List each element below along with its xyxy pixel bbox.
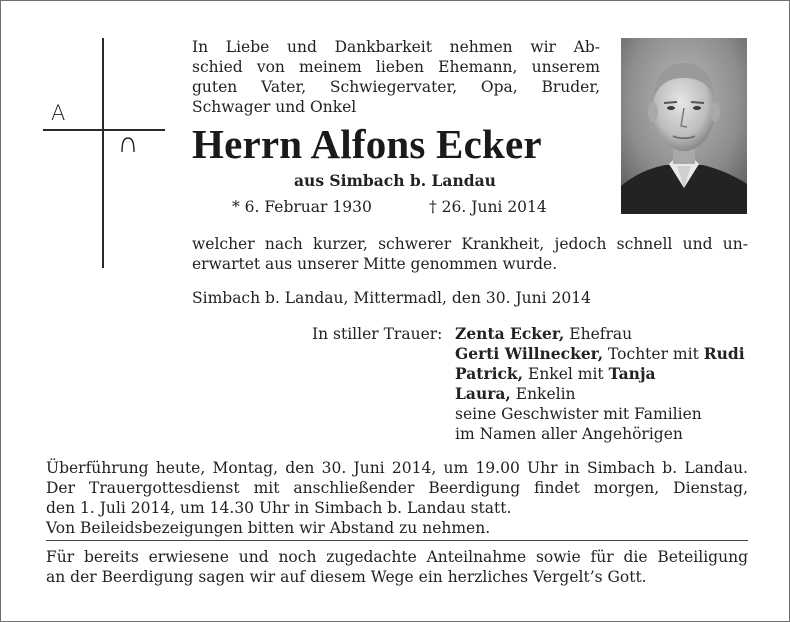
funeral-line: Überführung heute, Montag, den 30. Juni 2014, um 19.00 Uhr in Simbach b. Landau.	[46, 459, 748, 477]
portrait-image	[621, 38, 747, 214]
mourner-partner-name: Rudi	[703, 344, 745, 363]
thanks-line: an der Beerdigung sagen wir auf diesem Wege ein herzliches Vergelt’s Gott.	[46, 568, 647, 586]
portrait-photo	[621, 38, 747, 214]
mourner-relation: Enkel mit	[523, 365, 609, 383]
death-date: † 26. Juni 2014	[429, 198, 547, 216]
omega-symbol	[120, 135, 136, 157]
mourners-list	[455, 324, 745, 444]
mourner-row	[455, 384, 745, 404]
intro-line: In Liebe und Dankbarkeit nehmen wir Ab-	[192, 38, 600, 56]
intro-text	[192, 37, 600, 117]
birth-date: * 6. Februar 1930	[232, 198, 372, 216]
mourner-relation: Tochter mit	[603, 345, 704, 363]
funeral-line: Der Trauergottesdienst mit anschließender Beerdigung findet morgen, Dienstag,	[46, 479, 748, 497]
mourner-relation: Ehefrau	[564, 325, 633, 343]
mourner-relation: Enkelin	[510, 385, 576, 403]
intro-line: schied von meinem lieben Ehemann, unserem	[192, 58, 600, 76]
mourner-name: Zenta Ecker,	[455, 324, 565, 343]
deceased-origin: aus Simbach b. Landau	[294, 171, 496, 190]
mourners-label: In stiller Trauer:	[312, 325, 443, 343]
mourner-row: im Namen aller Angehörigen	[455, 425, 683, 443]
intro-line: guten Vater, Schwiegervater, Opa, Bruder,	[192, 78, 600, 96]
mourner-name: Patrick,	[455, 364, 524, 383]
notice-line: erwartet aus unserer Mitte genommen wurde.	[192, 255, 558, 273]
cross-vertical-bar	[102, 38, 104, 268]
thanks-line: Für bereits erwiesene und noch zugedachte Anteilnahme sowie für die Beteiligung	[46, 548, 748, 566]
thanks-text	[46, 547, 748, 587]
funeral-info-text	[46, 458, 748, 538]
mourner-row: seine Geschwister mit Familien	[455, 405, 702, 423]
mourner-row	[455, 344, 745, 364]
mourner-row	[455, 364, 745, 384]
death-notice-text	[192, 234, 748, 274]
deceased-name: Herrn Alfons Ecker	[192, 121, 542, 167]
divider	[46, 540, 748, 541]
place-date: Simbach b. Landau, Mittermadl, den 30. Juni 2014	[192, 289, 591, 307]
intro-line: Schwager und Onkel	[192, 98, 357, 116]
mourner-partner-name: Tanja	[608, 364, 656, 383]
cross-horizontal-bar	[43, 129, 165, 131]
mourner-name: Gerti Willnecker,	[455, 344, 604, 363]
notice-line: welcher nach kurzer, schwerer Krankheit, jedoch schnell und un-	[192, 235, 748, 253]
funeral-line: Von Beileidsbezeigungen bitten wir Abstand zu nehmen.	[46, 519, 491, 537]
mourner-row	[455, 324, 745, 344]
funeral-line: den 1. Juli 2014, um 14.30 Uhr in Simbach b. Landau statt.	[46, 499, 512, 517]
alpha-symbol: A	[51, 101, 66, 125]
omega-icon	[120, 135, 136, 153]
mourner-name: Laura,	[455, 384, 511, 403]
